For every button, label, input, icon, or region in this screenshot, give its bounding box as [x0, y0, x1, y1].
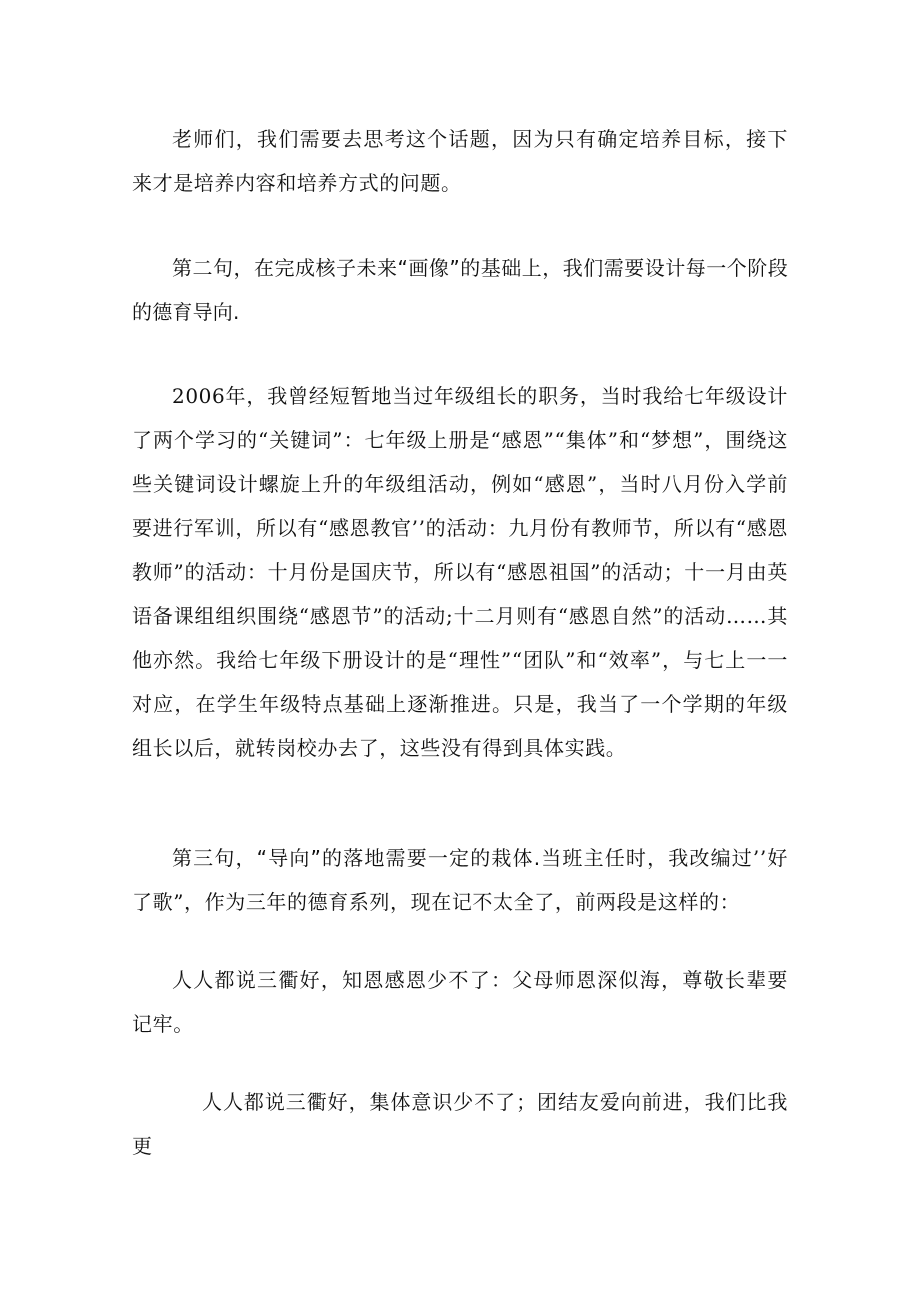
paragraph-song-verse-2: 人人都说三衢好，集体意识少不了；团结友爱向前进，我们比我更	[132, 1090, 788, 1158]
paragraph-second-point: 第二句，在完成核子未来“画像”的基础上，我们需要设计每一个阶段的德育导向.	[132, 256, 788, 324]
paragraph-2006-story: 2006年，我曾经短暂地当过年级组长的职务，当时我给七年级设计了两个学习的“关键词”：七年级上册是“感恩”“集体”和“梦想”，围绕这些关键词设计螺旋上升的年级组活动，例如“感恩”，当时八月份入学前要进行军训，所以有“感恩教官’’的活动：九月份有教师节，所以有“感恩教师”的活动：十月份是国庆节，所以有“感恩祖国”的活动；十一月由英语备课组组织围绕“感恩节”的活动;十二月则有“感恩自然”的活动……其他亦然。我给七年级下册设计的是“理性”“团队”和“效率”，与七上一一对应，在学生年级特点基础上逐渐推进。只是，我当了一个学期的年级组长以后，就转岗校办去了，这些没有得到具体实践。	[132, 384, 788, 760]
paragraph-song-verse-1: 人人都说三衢好，知恩感恩少不了：父母师恩深似海，尊敬长辈要记牢。	[132, 968, 788, 1036]
paragraph-third-point	[132, 836, 788, 924]
third-point-lead: 第三句，“导向”的落地需要一定的栽体.	[172, 846, 541, 870]
paragraph-intro: 老师们，我们需要去思考这个话题，因为只有确定培养目标，接下来才是培养内容和培养方式的问题。	[132, 127, 788, 195]
third-point-body: 当班主任时，我改编过’’好了歌”，作为三年的德育系列，现在记不太全了，前两段是这样的：	[132, 846, 789, 914]
